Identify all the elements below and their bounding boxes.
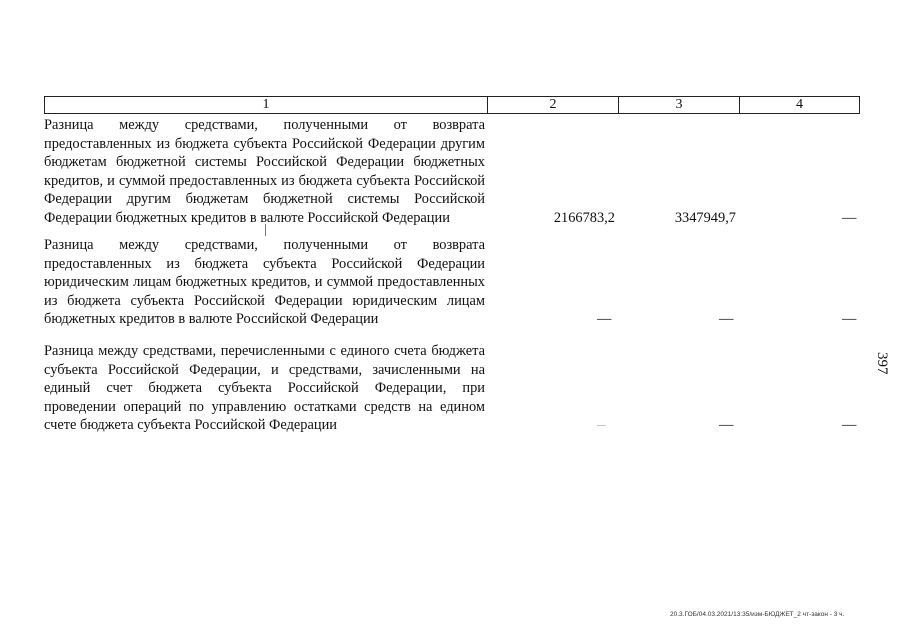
row-value-col4: — bbox=[842, 417, 857, 434]
row-value-col2: 2166783,2 bbox=[553, 209, 615, 226]
header-col-4: 4 bbox=[796, 97, 803, 112]
row-value-col3: — bbox=[719, 311, 734, 328]
document-footer: 20.3.ГОБ/04.03.2021/13:35/изм-БЮДЖЕТ_2 чт-закон - 3 ч. bbox=[670, 611, 845, 618]
row-description: Разница между средствами, полученными от возврата предоставленных из бюджета субъекта Российской Федерации юридическим лицам бюджетных кредитов, и суммой предоставленных из бюджета субъекта Российской Федерации юридическим лицам бюджетных кредитов в валюте Российской Федерации bbox=[44, 237, 485, 328]
row-description: Разница между средствами, перечисленными с единого счета бюджета субъекта Российской Федерации, и средствами, зачисленными на единый счет бюджета субъекта Российской Федерации, при проведении операций по управлению остатками средств на едином счете бюджета субъекта Российской Федерации bbox=[44, 343, 485, 434]
row-value-col4: — bbox=[842, 209, 857, 226]
row-value-col3: — bbox=[719, 417, 734, 434]
header-col-1: 1 bbox=[45, 97, 488, 113]
row-value-col3: 3347949,7 bbox=[674, 209, 736, 226]
header-col-2: 2 bbox=[488, 97, 619, 113]
row-value-col2: — bbox=[597, 420, 606, 431]
table-header bbox=[44, 96, 860, 114]
row-value-col2: — bbox=[597, 311, 612, 328]
page-number: 397 bbox=[874, 352, 890, 375]
row-value-col4: — bbox=[842, 311, 857, 328]
table-row bbox=[44, 116, 860, 228]
header-col-3: 3 bbox=[619, 97, 740, 113]
row-description: Разница между средствами, полученными от возврата предоставленных из бюджета субъекта Российской Федерации другим бюджетам бюджетной системы Российской Федерации бюджетных кредитов, и суммой предоставленных из бюджета субъекта Российской Федерации другим бюджетам бюджетной системы Российской Федерации бюджетных кредитов в валюте Российской Федерации bbox=[44, 117, 485, 226]
table-row bbox=[44, 236, 860, 329]
table-row bbox=[44, 342, 860, 435]
